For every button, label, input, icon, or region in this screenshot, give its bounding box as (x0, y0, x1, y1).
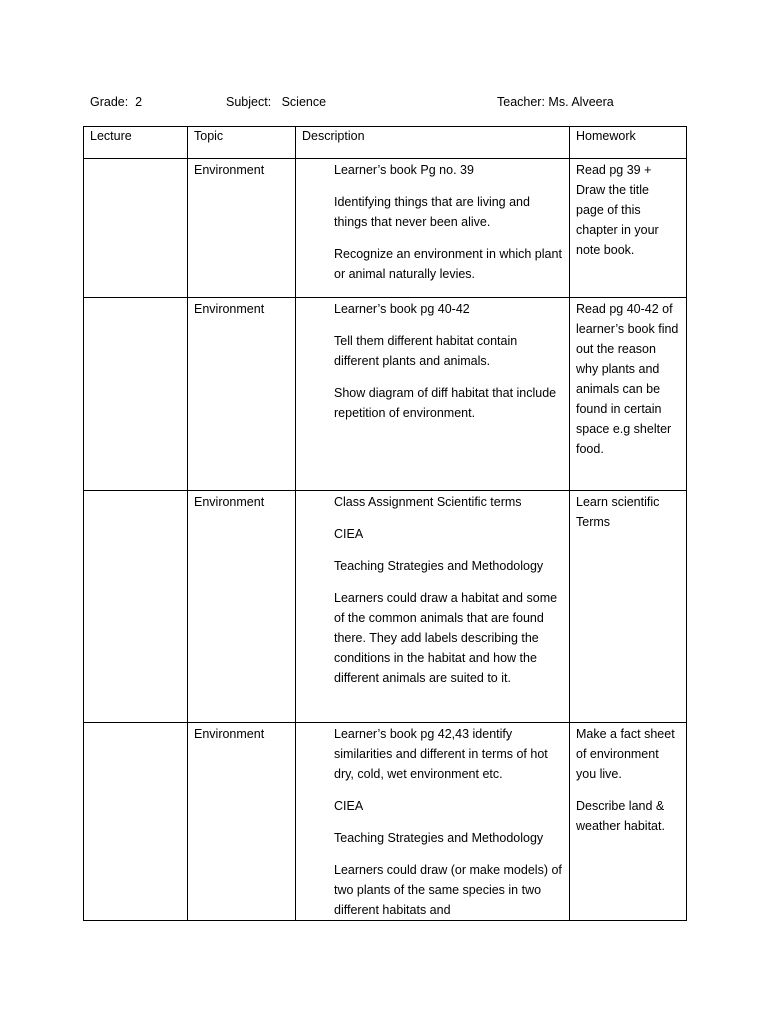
teacher-label: Teacher: Ms. Alveera (497, 95, 614, 109)
topic-cell: Environment (188, 298, 296, 491)
description-line: Learner’s book pg 40-42 (334, 302, 470, 316)
description-cell (296, 298, 570, 491)
lecture-cell (84, 491, 188, 723)
homework-cell (570, 298, 687, 491)
table-row (84, 723, 687, 921)
topic-cell: Environment (188, 723, 296, 921)
homework-cell (570, 491, 687, 723)
subject-label: Subject: Science (226, 95, 327, 109)
table-row (84, 298, 687, 491)
topic-cell: Environment (188, 491, 296, 723)
grade-label: Grade: 2 (90, 95, 143, 109)
homework-line: Describe land & weather habitat. (576, 799, 665, 833)
description-line: Teaching Strategies and Methodology (334, 831, 544, 845)
description-line: Class Assignment Scientific terms (334, 495, 522, 509)
description-line: Tell them different habitat contain different plants and animals. (334, 334, 518, 368)
description-line: Identifying things that are living and things that never been alive. (334, 195, 530, 229)
description-line: CIEA (334, 799, 364, 813)
column-header-lecture: Lecture (84, 127, 188, 159)
description-cell (296, 723, 570, 921)
topic-cell: Environment (188, 159, 296, 298)
homework-line: Read pg 40-42 of learner’s book find out the reason why plants and animals can be found in certain space e.g shelter food. (576, 302, 679, 456)
homework-line: Learn scientific Terms (576, 495, 660, 529)
lesson-plan-table (83, 126, 687, 921)
description-cell (296, 159, 570, 298)
description-line: Learners could draw a habitat and some of the common animals that are found there. They add labels describing the conditions in the habitat and how the different animals are suited to it. (334, 591, 558, 685)
homework-line: Make a fact sheet of environment you live. (576, 727, 675, 781)
lecture-cell (84, 298, 188, 491)
description-line: Learner’s book Pg no. 39 (334, 163, 474, 177)
lecture-cell (84, 159, 188, 298)
column-header-topic: Topic (188, 127, 296, 159)
lecture-cell (84, 723, 188, 921)
description-line: CIEA (334, 527, 364, 541)
description-line: Learner’s book pg 42,43 identify similarities and different in terms of hot dry, cold, wet environment etc. (334, 727, 548, 781)
table-row (84, 491, 687, 723)
homework-cell (570, 159, 687, 298)
column-header-description: Description (296, 127, 570, 159)
description-line: Teaching Strategies and Methodology (334, 559, 544, 573)
description-line: Learners could draw (or make models) of two plants of the same species in two different habitats and (334, 863, 562, 917)
homework-cell (570, 723, 687, 921)
column-header-homework: Homework (570, 127, 687, 159)
description-line: Show diagram of diff habitat that include repetition of environment. (334, 386, 557, 420)
description-line: Recognize an environment in which plant or animal naturally levies. (334, 247, 562, 281)
description-cell (296, 491, 570, 723)
table-row (84, 159, 687, 298)
table-header-row (84, 127, 687, 159)
document-header (0, 94, 768, 112)
homework-line: Read pg 39 + Draw the title page of this chapter in your note book. (576, 163, 659, 257)
